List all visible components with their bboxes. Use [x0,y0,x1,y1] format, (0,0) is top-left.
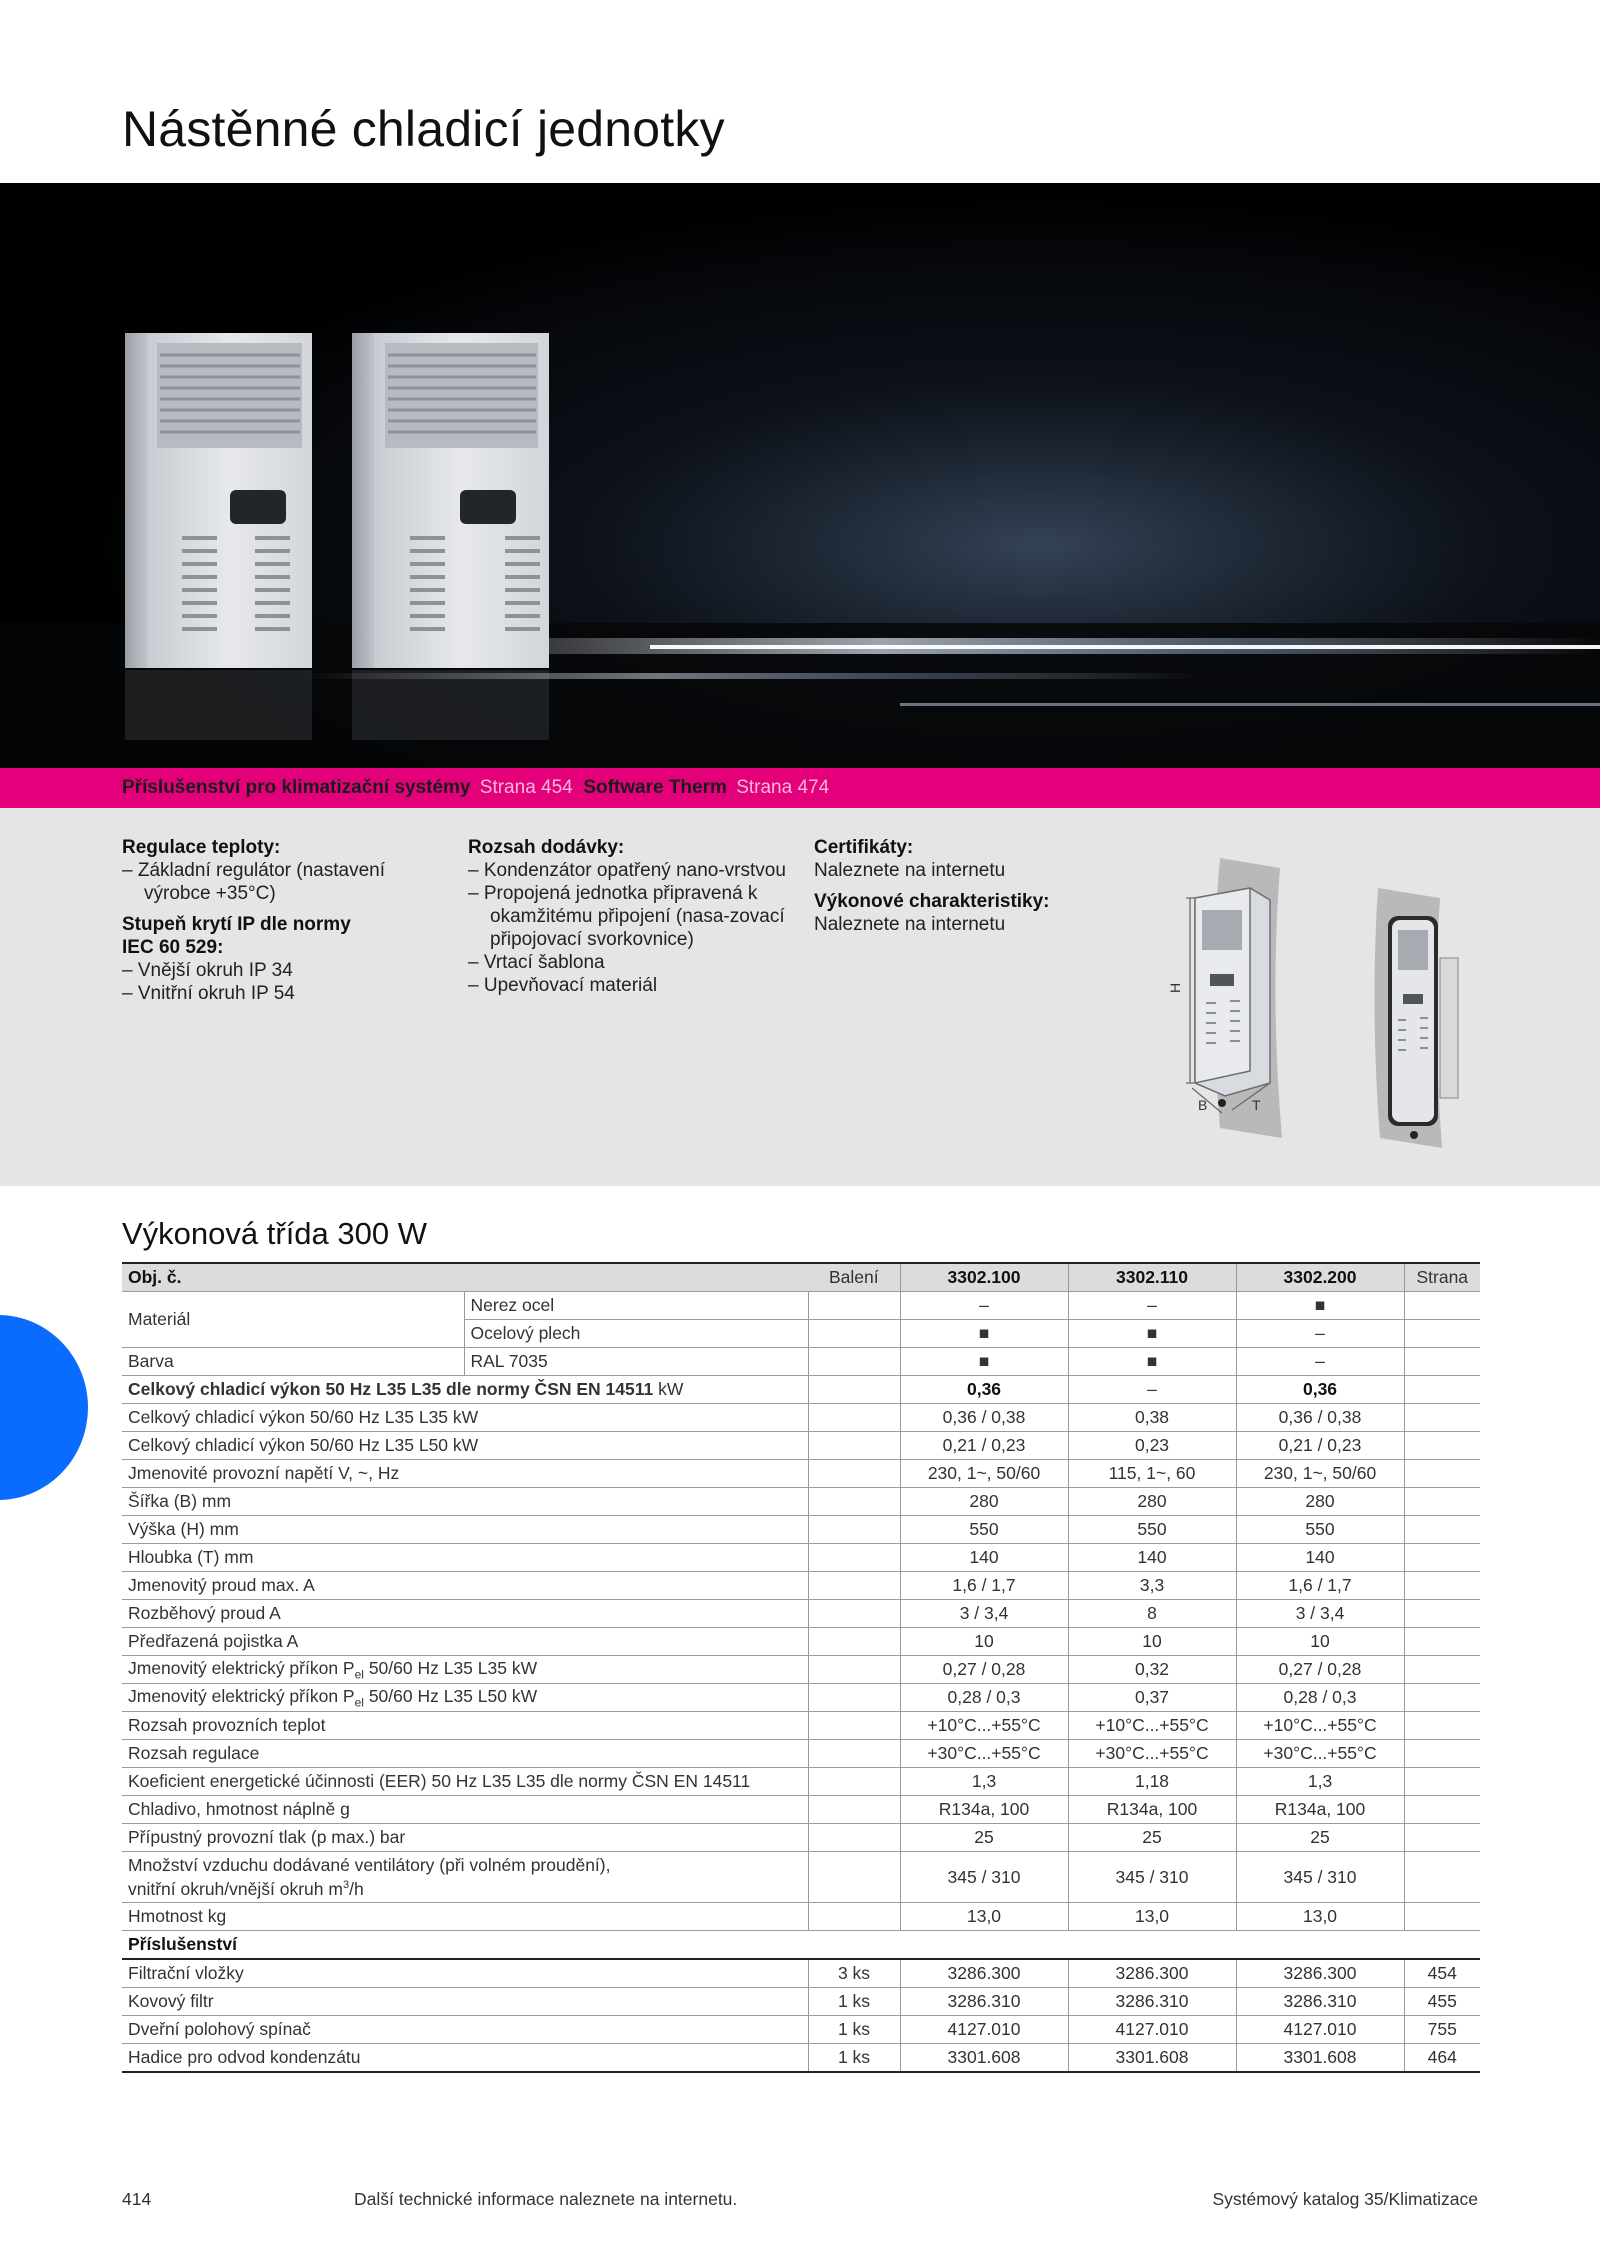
table-cell: 280 [900,1488,1068,1516]
table-row [122,1768,1480,1796]
row-label: Předřazená pojistka A [122,1628,808,1656]
page-header: Strana [1404,1263,1480,1292]
table-header-row [122,1263,1480,1292]
table-cell: R134a, 100 [900,1796,1068,1824]
total-cooling-label: Celkový chladicí výkon 50 Hz L35 L35 dle normy ČSN EN 14511 [128,1379,654,1399]
table-row [122,2016,1480,2044]
row-label: Množství vzduchu dodávané ventilátory (při volném proudění), vnitřní okruh/vnější okruh $m^3/h$ [122,1852,808,1903]
accessories-page: Strana 454 [479,777,573,798]
table-row [122,1903,1480,1931]
table-row [122,1404,1480,1432]
table-cell: 140 [900,1544,1068,1572]
table-cell: – [900,1292,1068,1320]
table-cell: 1,6 / 1,7 [900,1572,1068,1600]
table-cell: 8 [1068,1600,1236,1628]
color-sub-label: RAL 7035 [464,1348,808,1376]
row-label: Hmotnost kg [122,1903,808,1931]
feature-item: – Vnější okruh IP 34 [122,960,293,981]
table-cell: 1,3 [1236,1768,1404,1796]
table-cell: 280 [1236,1488,1404,1516]
ip-rating-standard: IEC 60 529: [122,937,224,958]
table-cell: +10°C...+55°C [1068,1712,1236,1740]
footer-note: Další technické informace naleznete na internetu. [354,2189,738,2209]
accessory-label: Kovový filtr [122,1988,808,2016]
table-cell: ■ [900,1348,1068,1376]
performance-heading: Výkonové charakteristiky: [814,891,1050,912]
table-row [122,2044,1480,2073]
feature-item: – Upevňovací materiál [468,975,658,996]
table-row [122,1824,1480,1852]
table-cell: 3 / 3,4 [1236,1600,1404,1628]
table-cell: 1 ks [808,2016,900,2044]
software-page: Strana 474 [736,777,830,798]
table-cell: 140 [1068,1544,1236,1572]
model-header-2: 3302.110 [1068,1263,1236,1292]
row-label: Celkový chladicí výkon 50/60 Hz L35 L50 kW [122,1432,808,1460]
feature-item: – Vnitřní okruh IP 54 [122,983,295,1004]
total-cooling-unit: kW [653,1379,684,1399]
table-cell: 3286.300 [1068,1959,1236,1988]
table-cell: 3286.300 [900,1959,1068,1988]
row-label: Celkový chladicí výkon 50/60 Hz L35 L35 kW [122,1404,808,1432]
table-row [122,1348,1480,1376]
section-tab-marker [0,1315,88,1500]
table-cell: +10°C...+55°C [1236,1712,1404,1740]
table-row [122,1959,1480,1988]
footer-catalog: Systémový katalog 35/Klimatizace [1212,2189,1478,2209]
table-cell: 0,37 [1068,1684,1236,1712]
accessories-link[interactable]: Příslušenství pro klimatizační systémy [122,777,471,798]
table-cell: 1,6 / 1,7 [1236,1572,1404,1600]
table-row [122,1432,1480,1460]
table-cell: 345 / 310 [1236,1852,1404,1903]
row-label: Jmenovitý elektrický příkon $P_{el}$ 50/60 Hz L35 L35 kW [122,1656,808,1684]
features-column-1 [122,836,442,1005]
table-cell: R134a, 100 [1068,1796,1236,1824]
accessories-heading: Příslušenství [122,1931,1480,1960]
table-cell: 3286.310 [900,1988,1068,2016]
table-cell: 25 [1236,1824,1404,1852]
temperature-control-heading: Regulace teploty: [122,837,281,858]
row-label: Jmenovitý proud max. A [122,1572,808,1600]
specification-table [122,1262,1480,2073]
table-cell: 3301.608 [1236,2044,1404,2073]
accessory-label: Dveřní polohový spínač [122,2016,808,2044]
performance-text: Naleznete na internetu [814,914,1006,935]
table-cell: 345 / 310 [900,1852,1068,1903]
row-label: Rozsah regulace [122,1740,808,1768]
table-cell: 1 ks [808,2044,900,2073]
row-label: Hloubka (T) mm [122,1544,808,1572]
table-row [122,1572,1480,1600]
table-cell: 0,36 [900,1376,1068,1404]
software-link[interactable]: Software Therm [583,777,727,798]
table-cell: 4127.010 [1236,2016,1404,2044]
table-cell: 0,38 [1068,1404,1236,1432]
table-cell: ■ [900,1320,1068,1348]
packaging-header: Balení [808,1263,900,1292]
table-row [122,1988,1480,2016]
table-cell: 0,27 / 0,28 [1236,1656,1404,1684]
material-label: Materiál [122,1292,464,1348]
table-cell: 0,28 / 0,3 [900,1684,1068,1712]
table-cell: +30°C...+55°C [900,1740,1068,1768]
table-cell: 550 [1068,1516,1236,1544]
table-row [122,1628,1480,1656]
table-row [122,1740,1480,1768]
page-ref[interactable]: 464 [1404,2044,1480,2073]
table-cell: 0,21 / 0,23 [900,1432,1068,1460]
table-cell: 0,27 / 0,28 [900,1656,1068,1684]
table-cell: 4127.010 [900,2016,1068,2044]
page-ref[interactable]: 454 [1404,1959,1480,1988]
table-cell: 13,0 [900,1903,1068,1931]
ip-rating-heading: Stupeň krytí IP dle normy [122,914,351,935]
table-cell: 550 [1236,1516,1404,1544]
table-row [122,1488,1480,1516]
certificates-text: Naleznete na internetu [814,860,1006,881]
table-row [122,1796,1480,1824]
mounting-diagram [1150,838,1480,1168]
table-row [122,1292,1480,1320]
table-cell: – [1068,1292,1236,1320]
color-label: Barva [122,1348,464,1376]
feature-item: – Základní regulátor (nastavení výrobce +35°C) [122,860,385,904]
table-cell: 10 [900,1628,1068,1656]
table-row [122,1712,1480,1740]
row-label: Šířka (B) mm [122,1488,808,1516]
order-no-header: Obj. č. [122,1263,808,1292]
table-cell: 3,3 [1068,1572,1236,1600]
model-header-1: 3302.100 [900,1263,1068,1292]
table-cell: 4127.010 [1068,2016,1236,2044]
table-cell: 1 ks [808,1988,900,2016]
width-label: B [1198,1097,1208,1113]
feature-item: – Vrtací šablona [468,952,605,973]
table-cell: 13,0 [1068,1903,1236,1931]
row-label: Jmenovitý elektrický příkon $P_{el}$ 50/60 Hz L35 L50 kW [122,1684,808,1712]
table-cell: 115, 1~, 60 [1068,1460,1236,1488]
model-header-3: 3302.200 [1236,1263,1404,1292]
table-cell: 0,36 [1236,1376,1404,1404]
table-cell: 25 [1068,1824,1236,1852]
table-cell: 3 ks [808,1959,900,1988]
certificates-heading: Certifikáty: [814,837,914,858]
table-cell: 3301.608 [900,2044,1068,2073]
table-cell: 0,36 / 0,38 [900,1404,1068,1432]
feature-item: – Kondenzátor opatřený nano-vrstvou [468,860,786,881]
features-panel [0,808,1600,1186]
table-cell: 550 [900,1516,1068,1544]
table-cell: +30°C...+55°C [1236,1740,1404,1768]
table-cell: 230, 1~, 50/60 [1236,1460,1404,1488]
material-sub-label: Nerez ocel [464,1292,808,1320]
scope-of-delivery-heading: Rozsah dodávky: [468,837,625,858]
table-cell: 13,0 [1236,1903,1404,1931]
row-label: Výška (H) mm [122,1516,808,1544]
row-label: Rozběhový proud A [122,1600,808,1628]
table-cell: 1,3 [900,1768,1068,1796]
table-cell: R134a, 100 [1236,1796,1404,1824]
table-cell: 3 / 3,4 [900,1600,1068,1628]
page-title: Nástěnné chladicí jednotky [122,101,725,157]
accessory-label: Hadice pro odvod kondenzátu [122,2044,808,2073]
accessories-bar [0,768,1600,808]
table-cell: 10 [1068,1628,1236,1656]
height-label: H [1167,982,1183,993]
table-cell: 0,28 / 0,3 [1236,1684,1404,1712]
row-label: Koeficient energetické účinnosti (EER) 50 Hz L35 L35 dle normy ČSN EN 14511 [122,1768,808,1796]
table-cell: 3286.300 [1236,1959,1404,1988]
table-cell: – [1236,1320,1404,1348]
table-cell: +10°C...+55°C [900,1712,1068,1740]
table-cell: 10 [1236,1628,1404,1656]
table-cell: 25 [900,1824,1068,1852]
table-cell: 280 [1068,1488,1236,1516]
features-column-2 [468,836,788,997]
table-row [122,1656,1480,1684]
table-row [122,1376,1480,1404]
table-row [122,1544,1480,1572]
table-cell: 0,23 [1068,1432,1236,1460]
section-title: Výkonová třída 300 W [122,1216,427,1251]
table-cell: ■ [1068,1348,1236,1376]
material-sub-label: Ocelový plech [464,1320,808,1348]
table-cell: 3286.310 [1068,1988,1236,2016]
table-cell: 345 / 310 [1068,1852,1236,1903]
table-row [122,1852,1480,1903]
table-cell: 3301.608 [1068,2044,1236,2073]
accessories-heading-row [122,1931,1480,1960]
feature-item: – Propojená jednotka připravená k okamžitému připojení (nasa-zovací připojovací svorkovnice) [468,883,785,950]
page-ref[interactable]: 755 [1404,2016,1480,2044]
hero-product-image [0,183,1600,768]
table-cell: 140 [1236,1544,1404,1572]
table-cell: – [1236,1348,1404,1376]
table-cell: 0,32 [1068,1656,1236,1684]
table-cell: 230, 1~, 50/60 [900,1460,1068,1488]
table-cell: – [1068,1376,1236,1404]
table-row [122,1460,1480,1488]
table-cell: 1,18 [1068,1768,1236,1796]
table-cell: 0,36 / 0,38 [1236,1404,1404,1432]
table-row [122,1600,1480,1628]
table-cell: ■ [1068,1320,1236,1348]
row-label: Přípustný provozní tlak (p max.) bar [122,1824,808,1852]
depth-label: T [1252,1097,1261,1113]
row-label: Rozsah provozních teplot [122,1712,808,1740]
row-label: Jmenovité provozní napětí V, ~, Hz [122,1460,808,1488]
table-row [122,1516,1480,1544]
table-cell: ■ [1236,1292,1404,1320]
row-label: Chladivo, hmotnost náplně g [122,1796,808,1824]
table-cell: 0,21 / 0,23 [1236,1432,1404,1460]
accessory-label: Filtrační vložky [122,1959,808,1988]
table-row [122,1684,1480,1712]
table-cell: 3286.310 [1236,1988,1404,2016]
table-cell: +30°C...+55°C [1068,1740,1236,1768]
page-number: 414 [122,2189,152,2209]
page-ref[interactable]: 455 [1404,1988,1480,2016]
features-column-3 [814,836,1114,936]
